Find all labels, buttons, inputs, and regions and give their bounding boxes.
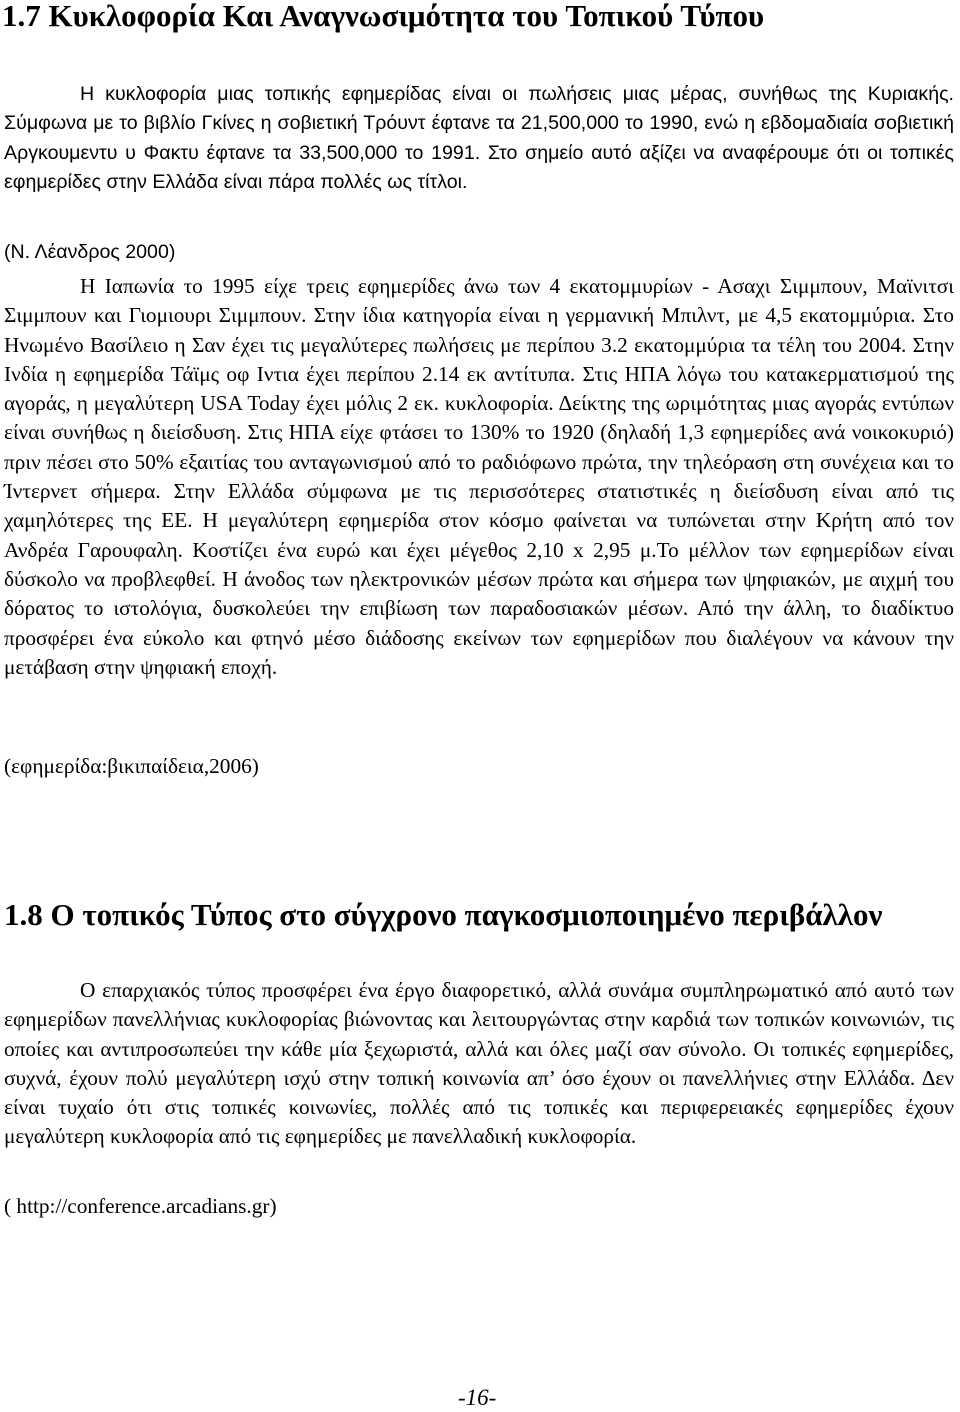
page-number: -16-	[458, 1385, 497, 1410]
paragraph-world-newspapers: Η Ιαπωνία το 1995 είχε τρεις εφημερίδες άνω των 4 εκατομμυρίων - Ασαχι Σιμμπουν, Μαϊνιτσι Σιμμπουν και Γιομιουρι Σιμμπουν. Στην ίδια κατηγορία είναι η γερμανική Μπιλντ, με 4,5 εκατομμύρια. Στο Ηνωμένο Βασίλειο η Σαν έχει τις μεγαλύτερες πωλήσεις με περίπου 3.2 εκατομμύρια τα τέλη του 2004. Στην Ινδία η εφημερίδα Τάϊμς οφ Ιντια έχει περίπου 2.14 εκ αντίτυπα. Στις ΗΠΑ λόγω του κατακερματισμού της αγοράς, η μεγαλύτερη USA Today έχει μόλις 2 εκ. κυκλοφορία. Δείκτης της ωριμότητας μιας αγοράς εντύπων είναι συνήθως η διείσδυση. Στις ΗΠΑ είχε φτάσει το 130% το 1920 (δηλαδή 1,3 εφημερίδες ανά νοικοκυριό) πριν πέσει στο 50% εξαιτίας του ανταγωνισμού από το ραδιόφωνο πρώτα, την τηλεόραση στη συνέχεια και το Ίντερνετ σήμερα. Στην Ελλάδα σύμφωνα με τις περισσότερες στατιστικές η διείσδυση είναι από τις χαμηλότερες της ΕΕ. Η μεγαλύτερη εφημερίδα στον κόσμο φαίνεται να τυπώνεται στην Κρήτη από τον Ανδρέα Γαρουφαλη. Κοστίζει ένα ευρώ και έχει μέγεθος 2,10 x 2,95 μ.Το μέλλον των εφημερίδων είναι δύσκολο να προβλεφθεί. Η άνοδος των ηλεκτρονικών μέσων πρώτα και σήμερα των ψηφιακών, με αιχμή του δόρατος το ιστολόγια, δυσκολεύει την επιβίωση των παραδοσιακών μέσων. Από την άλλη, το διαδίκτυο προσφέρει ένα εύκολο και φτηνό μέσο διάδοσης εκείνων των εφημερίδων που διαλέγουν να κάνουν την μετάβαση στην ψηφιακή εποχή.	[4, 274, 954, 679]
citation-arcadians: ( http://conference.arcadians.gr)	[4, 1194, 277, 1218]
paragraph-regional-press: Ο επαρχιακός τύπος προσφέρει ένα έργο διαφορετικό, αλλά συνάμα συμπληρωματικό από αυτό των εφημερίδων πανελλήνιας κυκλοφορίας βιώνοντας και λειτουργώντας στην καρδιά των τοπικών κοινωνιών, τις οποίες και αντιπροσωπεύει την κάθε μία ξεχωριστά, αλλά και όλες μαζί σαν σύνολο. Οι τοπικές εφημερίδες, συχνά, έχουν πολύ μεγαλύτερη ισχύ στην τοπική κοινωνία απ’ όσο έχουν οι πανελλήνιες στην Ελλάδα. Δεν είναι τυχαίο ότι στις τοπικές κοινωνίες, πολλές από τις τοπικές και περιφερειακές εφημερίδες έχουν μεγαλύτερη κυκλοφορία από τις εφημερίδες με πανελλαδική κυκλοφορία.	[4, 978, 954, 1149]
citation-leandros: (Ν. Λέανδρος 2000)	[4, 241, 176, 263]
section-heading-1-8: 1.8 Ο τοπικός Τύπος στο σύγχρονο παγκοσμιοποιημένο περιβάλλον	[4, 897, 883, 932]
section-heading-1-7: 1.7 Κυκλοφορία Και Αναγνωσιμότητα του Τοπικού Τύπου	[2, 0, 765, 33]
citation-wikipedia: (εφημερίδα:βικιπαίδεια,2006)	[4, 754, 259, 778]
paragraph-circulation: Η κυκλοφορία μιας τοπικής εφημερίδας είναι οι πωλήσεις μιας μέρας, συνήθως της Κυριακής. Σύμφωνα με το βιβλίο Γκίνες η σοβιετική Τρόυντ έφτανε τα 21,500,000 το 1990, ενώ η εβδομαδιαία σοβιετική Αργκουμεντυ υ Φακτυ έφτανε τα 33,500,000 το 1991. Στο σημείο αυτό αξίζει να αναφέρουμε ότι οι τοπικές εφημερίδες στην Ελλάδα είναι πάρα πολλές ως τίτλοι.	[4, 83, 954, 193]
